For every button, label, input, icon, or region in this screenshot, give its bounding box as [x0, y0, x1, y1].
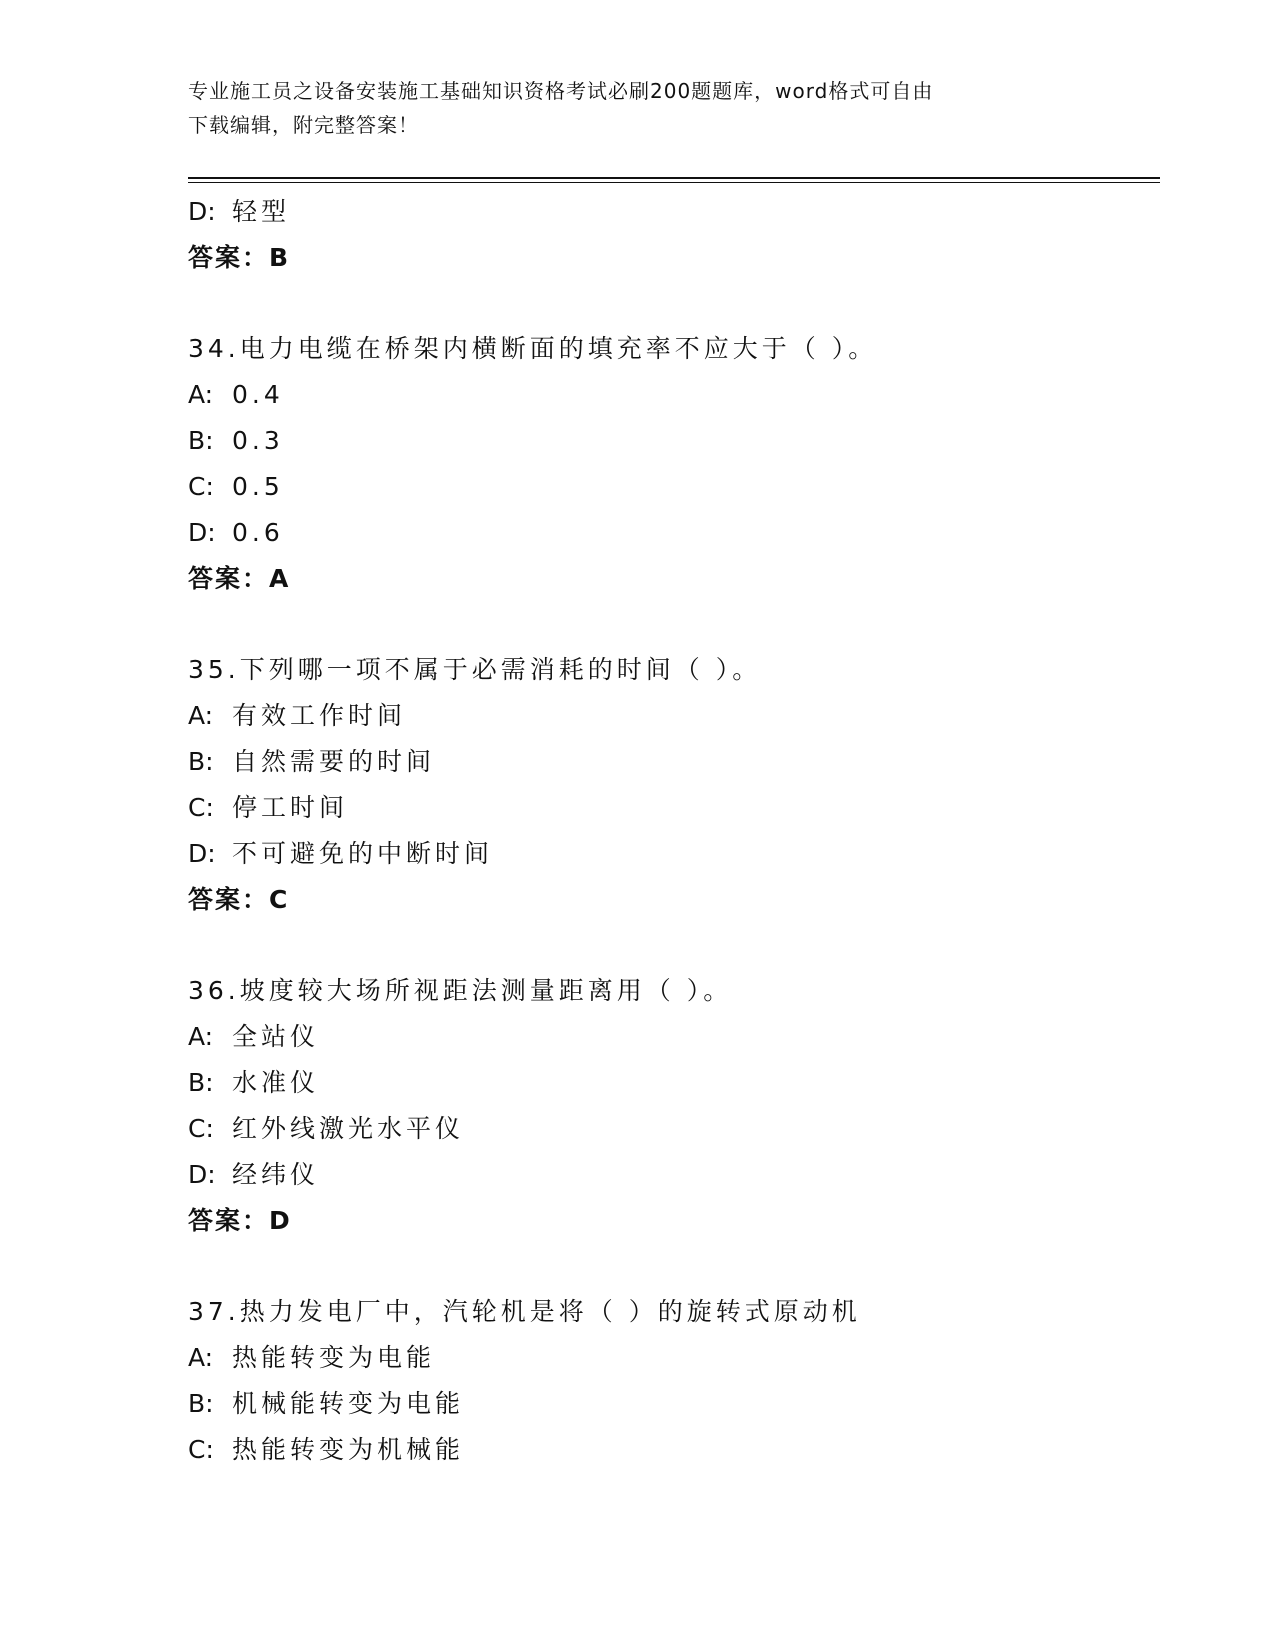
question-stem: 36.坡度较大场所视距法测量距离用（ ）。 — [188, 976, 733, 1005]
option-letter: A: — [188, 380, 214, 409]
option-c — [188, 464, 1160, 510]
option-text: 机械能转变为电能 — [232, 1389, 465, 1418]
option-letter: B: — [188, 1068, 214, 1097]
option-b — [188, 418, 1160, 464]
option-letter: B: — [188, 747, 214, 776]
option-letter: D: — [188, 839, 216, 868]
answer-line — [188, 877, 1160, 923]
option-c — [188, 1106, 1160, 1152]
option-c — [188, 1427, 1160, 1473]
option-text: 全站仪 — [232, 1022, 320, 1051]
question-stem: 35.下列哪一项不属于必需消耗的时间（ ）。 — [188, 655, 762, 684]
option-letter: A: — [188, 1343, 214, 1372]
option-text: 0.5 — [232, 472, 284, 501]
option-a — [188, 693, 1160, 739]
option-a — [188, 1014, 1160, 1060]
option-text: 热能转变为电能 — [232, 1343, 436, 1372]
option-c — [188, 785, 1160, 831]
option-letter: D: — [188, 518, 216, 547]
answer-line — [188, 556, 1160, 602]
option-text: 有效工作时间 — [232, 701, 407, 730]
option-text: 停工时间 — [232, 793, 349, 822]
option-letter: C: — [188, 472, 214, 501]
answer-value: D — [269, 1206, 292, 1235]
option-b — [188, 1060, 1160, 1106]
document-header — [188, 74, 1088, 142]
option-letter: D: — [188, 1160, 216, 1189]
answer-label: 答案： — [188, 564, 270, 593]
answer-line — [188, 1198, 1160, 1244]
question-stem: 37.热力发电厂中，汽轮机是将（ ）的旋转式原动机 — [188, 1297, 861, 1326]
option-d — [188, 831, 1160, 877]
question-list — [188, 189, 1160, 1473]
option-text: 热能转变为机械能 — [232, 1435, 465, 1464]
option-text: 自然需要的时间 — [232, 747, 436, 776]
option-d — [188, 1152, 1160, 1198]
answer-label: 答案： — [188, 243, 270, 272]
option-b — [188, 1381, 1160, 1427]
option-d — [188, 510, 1160, 556]
question-stem: 34.电力电缆在桥架内横断面的填充率不应大于（ ）。 — [188, 334, 878, 363]
option-a — [188, 372, 1160, 418]
option-d — [188, 189, 1160, 235]
option-text: 0.6 — [232, 518, 284, 547]
option-text: 经纬仪 — [232, 1160, 320, 1189]
option-b — [188, 739, 1160, 785]
option-text: 不可避免的中断时间 — [232, 839, 494, 868]
option-letter: C: — [188, 1435, 214, 1464]
option-text: 水准仪 — [232, 1068, 320, 1097]
option-letter: B: — [188, 1389, 214, 1418]
option-text: 0.3 — [232, 426, 284, 455]
option-letter: D: — [188, 197, 216, 226]
answer-value: B — [269, 243, 291, 272]
header-rule-thin — [188, 182, 1160, 183]
answer-value: A — [269, 564, 291, 593]
answer-line — [188, 235, 1160, 281]
header-line-2: 下载编辑，附完整答案！ — [188, 113, 419, 137]
option-text: 轻型 — [232, 197, 291, 226]
option-text: 0.4 — [232, 380, 284, 409]
header-line-1: 专业施工员之设备安装施工基础知识资格考试必刷200题题库，word格式可自由 — [188, 79, 934, 103]
header-rule-thick — [188, 177, 1160, 179]
option-a — [188, 1335, 1160, 1381]
option-letter: A: — [188, 701, 214, 730]
option-text: 红外线激光水平仪 — [232, 1114, 465, 1143]
option-letter: C: — [188, 793, 214, 822]
option-letter: B: — [188, 426, 214, 455]
answer-label: 答案： — [188, 885, 270, 914]
answer-label: 答案： — [188, 1206, 270, 1235]
option-letter: C: — [188, 1114, 214, 1143]
option-letter: A: — [188, 1022, 214, 1051]
answer-value: C — [269, 885, 290, 914]
